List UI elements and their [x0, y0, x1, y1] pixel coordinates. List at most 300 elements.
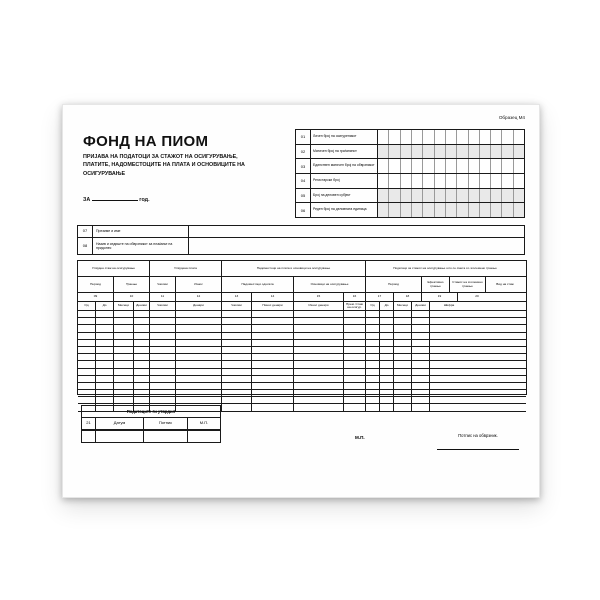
table-cell[interactable] [222, 311, 252, 317]
table-cell[interactable] [394, 390, 412, 396]
table-cell[interactable] [78, 361, 96, 367]
table-cell[interactable] [134, 354, 150, 360]
row-cells[interactable] [378, 145, 524, 159]
table-cell[interactable] [430, 340, 526, 346]
col-number: 13 [222, 293, 252, 301]
table-cell[interactable] [394, 397, 412, 403]
table-cell[interactable] [294, 347, 344, 353]
table-cell[interactable] [380, 311, 394, 317]
column-header-date: Датум [96, 418, 144, 429]
table-cell[interactable] [344, 325, 366, 331]
table-cell[interactable] [78, 390, 96, 396]
subheader: Период [366, 277, 422, 292]
unit-label: Од [366, 302, 380, 310]
table-cell[interactable] [344, 311, 366, 317]
table-cell[interactable] [96, 333, 114, 339]
table-cell[interactable] [344, 340, 366, 346]
table-cell[interactable] [252, 361, 294, 367]
table-row[interactable] [295, 188, 525, 203]
table-cell[interactable] [176, 361, 222, 367]
table-cell[interactable] [294, 325, 344, 331]
table-row[interactable] [78, 347, 526, 354]
table-cell[interactable] [430, 333, 526, 339]
col-number: 19 [422, 293, 458, 301]
table-row[interactable] [81, 430, 221, 443]
table-cell[interactable] [412, 333, 430, 339]
table-cell[interactable] [114, 383, 134, 389]
table-cell[interactable] [150, 390, 176, 396]
table-cell[interactable] [380, 354, 394, 360]
row-number: 03 [296, 159, 311, 173]
table-cell[interactable] [394, 383, 412, 389]
table-cell[interactable] [222, 333, 252, 339]
table-cell[interactable] [380, 397, 394, 403]
unit-label: Шифра [443, 303, 455, 308]
table-row[interactable] [78, 311, 526, 318]
table-cell[interactable] [96, 390, 114, 396]
name-employer-block [77, 225, 525, 255]
table-row[interactable] [295, 144, 525, 159]
table-cell[interactable] [96, 311, 114, 317]
page-title: ФОНД НА ПИОМ [83, 133, 209, 150]
table-cell[interactable] [344, 318, 366, 324]
table-cell[interactable] [150, 333, 176, 339]
table-cell[interactable] [366, 383, 380, 389]
table-cell[interactable] [134, 376, 150, 382]
table-cell[interactable] [134, 390, 150, 396]
table-cell[interactable] [366, 354, 380, 360]
table-row[interactable] [78, 390, 526, 397]
table-cell[interactable] [394, 354, 412, 360]
table-cell[interactable] [394, 333, 412, 339]
table-cell[interactable] [150, 311, 176, 317]
table-cell[interactable] [294, 404, 344, 410]
row-label: Матичен број на граѓанинот [311, 145, 378, 159]
table-cell[interactable] [78, 318, 96, 324]
table-cell[interactable] [252, 369, 294, 375]
table-cell[interactable] [412, 340, 430, 346]
table-cell[interactable] [78, 347, 96, 353]
table-cell[interactable] [366, 318, 380, 324]
table-cell[interactable] [430, 376, 526, 382]
row-input[interactable] [189, 226, 524, 237]
table-cell[interactable] [394, 404, 412, 410]
table-cell[interactable] [150, 354, 176, 360]
table-cell[interactable] [150, 318, 176, 324]
table-cell[interactable] [96, 361, 114, 367]
col-number: 18 [394, 293, 422, 301]
table-cell[interactable] [344, 354, 366, 360]
unit-label: Денови [412, 302, 430, 310]
group-header: Утврдена плата [150, 261, 222, 276]
table-cell[interactable] [134, 361, 150, 367]
table-cell[interactable] [114, 340, 134, 346]
table-cell[interactable] [176, 369, 222, 375]
table-cell[interactable] [150, 383, 176, 389]
table-cell[interactable] [344, 347, 366, 353]
table-row[interactable] [81, 417, 221, 430]
table-cell[interactable] [430, 318, 526, 324]
table-cell[interactable] [412, 325, 430, 331]
table-cell[interactable] [380, 369, 394, 375]
table-cell[interactable] [114, 361, 134, 367]
table-cell[interactable] [150, 325, 176, 331]
table-cell[interactable] [78, 383, 96, 389]
table-cell[interactable] [430, 361, 526, 367]
table-cell[interactable] [114, 333, 134, 339]
table-cell[interactable] [412, 383, 430, 389]
table-cell[interactable] [430, 390, 526, 396]
table-cell[interactable] [294, 318, 344, 324]
table-cell[interactable] [176, 397, 222, 403]
table-cell[interactable] [222, 340, 252, 346]
subheader: Основици на осигурување [294, 277, 366, 292]
table-cell[interactable] [176, 325, 222, 331]
subheader: Часови [150, 277, 176, 292]
signature-block [437, 433, 519, 451]
row-number: 04 [296, 174, 311, 188]
table-cell[interactable] [78, 354, 96, 360]
table-cell[interactable] [150, 347, 176, 353]
table-cell[interactable] [176, 340, 222, 346]
table-cell[interactable] [394, 311, 412, 317]
unit-label: Денари [176, 302, 222, 310]
unit-label: Денови [134, 302, 150, 310]
table-cell[interactable] [252, 397, 294, 403]
table-cell[interactable] [412, 318, 430, 324]
row-number: 08 [78, 238, 93, 254]
table-cell[interactable] [366, 397, 380, 403]
table-cell[interactable] [394, 318, 412, 324]
table-cell[interactable] [78, 325, 96, 331]
table-row[interactable] [295, 173, 525, 188]
table-cell[interactable] [294, 354, 344, 360]
table-cell[interactable] [150, 361, 176, 367]
table-cell[interactable] [366, 369, 380, 375]
table-body[interactable] [78, 311, 526, 412]
table-cell[interactable] [394, 376, 412, 382]
row-label: Личен број на осигуреникот [311, 130, 378, 144]
table-cell[interactable] [222, 376, 252, 382]
table-cell[interactable] [78, 340, 96, 346]
table-group-header-row [78, 261, 526, 277]
table-cell[interactable] [294, 369, 344, 375]
table-cell[interactable] [150, 340, 176, 346]
table-cell[interactable] [412, 376, 430, 382]
subheader: Траење [114, 277, 150, 292]
form-sheet [62, 104, 540, 498]
unit-label: Прем. Стаж на осигур. [344, 302, 366, 310]
table-row[interactable] [78, 325, 526, 332]
table-row[interactable] [77, 225, 525, 237]
table-cell[interactable] [252, 354, 294, 360]
table-cell[interactable] [366, 390, 380, 396]
table-cell[interactable] [114, 311, 134, 317]
col-number: 17 [366, 293, 394, 301]
table-cell[interactable] [380, 347, 394, 353]
table-row[interactable] [78, 354, 526, 361]
unit-label: Часови [150, 302, 176, 310]
signature-line[interactable] [437, 449, 519, 451]
table-cell[interactable] [394, 369, 412, 375]
table-cell[interactable] [344, 404, 366, 410]
table-cell[interactable] [78, 333, 96, 339]
table-cell[interactable] [430, 383, 526, 389]
table-cell[interactable] [344, 333, 366, 339]
table-subheader-row [78, 277, 526, 293]
row-number: 05 [296, 189, 311, 203]
table-cell[interactable] [222, 383, 252, 389]
table-cell[interactable] [366, 347, 380, 353]
table-cell[interactable] [294, 333, 344, 339]
table-cell[interactable] [366, 361, 380, 367]
table-cell[interactable] [176, 376, 222, 382]
table-cell[interactable] [114, 325, 134, 331]
table-cell[interactable] [252, 340, 294, 346]
table-cell[interactable] [294, 311, 344, 317]
row-input[interactable] [189, 238, 524, 254]
col-number: 16 [344, 293, 366, 301]
table-cell[interactable] [430, 354, 526, 360]
table-cell[interactable] [134, 311, 150, 317]
table-cell[interactable] [412, 311, 430, 317]
table-cell[interactable] [412, 404, 430, 410]
subheader: Надоместоци одшгата [222, 277, 294, 292]
table-cell[interactable] [114, 347, 134, 353]
row-cells[interactable] [378, 203, 524, 217]
table-cell[interactable] [294, 361, 344, 367]
table-cell[interactable] [294, 376, 344, 382]
table-cell[interactable] [78, 311, 96, 317]
year-suffix: год. [139, 197, 150, 203]
table-cell[interactable] [222, 354, 252, 360]
table-cell[interactable] [114, 369, 134, 375]
table-cell[interactable] [252, 383, 294, 389]
table-row[interactable] [78, 383, 526, 390]
table-cell[interactable] [380, 340, 394, 346]
table-cell[interactable] [114, 397, 134, 403]
table-cell[interactable] [344, 383, 366, 389]
table-cell[interactable] [252, 311, 294, 317]
year-line [83, 197, 150, 203]
table-cell[interactable] [366, 311, 380, 317]
group-header: Надоместоци на плата и основици на осигурување [222, 261, 366, 276]
table-cell[interactable] [252, 390, 294, 396]
table-cell[interactable] [96, 340, 114, 346]
unit-label: Од [78, 302, 96, 310]
table-cell[interactable] [412, 390, 430, 396]
table-cell[interactable] [134, 383, 150, 389]
table-cell[interactable] [380, 361, 394, 367]
subheader: Стажот на зголемено траење [450, 277, 486, 292]
table-cell[interactable] [134, 318, 150, 324]
table-cell[interactable] [96, 397, 114, 403]
table-cell[interactable] [134, 325, 150, 331]
unit-label: Часови [222, 302, 252, 310]
table-cell[interactable] [380, 376, 394, 382]
table-cell[interactable] [252, 333, 294, 339]
table-cell[interactable] [176, 333, 222, 339]
table-cell[interactable] [222, 390, 252, 396]
table-cell[interactable] [114, 318, 134, 324]
group-header: Податоци за стажот на осигурување што се смета со зголемено траење [393, 265, 497, 270]
table-cell[interactable] [176, 318, 222, 324]
table-cell[interactable] [294, 390, 344, 396]
table-cell[interactable] [222, 369, 252, 375]
row-cells[interactable] [378, 159, 524, 173]
row-label: Број на деловен субјект [311, 189, 378, 203]
table-cell[interactable] [150, 376, 176, 382]
table-row[interactable] [78, 333, 526, 340]
table-cell[interactable] [150, 397, 176, 403]
unit-label: До [380, 302, 394, 310]
table-cell[interactable] [412, 369, 430, 375]
table-cell[interactable] [96, 369, 114, 375]
table-cell[interactable] [222, 397, 252, 403]
table-cell[interactable] [96, 325, 114, 331]
table-cell[interactable] [252, 325, 294, 331]
table-cell[interactable] [412, 354, 430, 360]
table-cell[interactable] [222, 361, 252, 367]
table-row[interactable] [295, 158, 525, 173]
table-cell[interactable] [222, 404, 252, 410]
table-cell[interactable] [366, 340, 380, 346]
subheader: Износ [176, 277, 222, 292]
table-row[interactable] [78, 361, 526, 368]
table-cell[interactable] [412, 361, 430, 367]
table-row[interactable] [78, 340, 526, 347]
table-cell[interactable] [252, 376, 294, 382]
table-cell[interactable] [366, 376, 380, 382]
column-header-signature: Потпис [144, 418, 188, 429]
column-header-stamp: М.П. [199, 420, 209, 426]
row-label: Назив и седиште на обврзникот за плаќање на придонес [93, 238, 189, 254]
table-cell[interactable] [380, 383, 394, 389]
table-cell[interactable] [96, 318, 114, 324]
stamp-label: М.П. [355, 435, 365, 440]
table-cell[interactable] [222, 318, 252, 324]
identification-block [295, 129, 525, 211]
row-number: 06 [296, 203, 311, 217]
table-cell[interactable] [380, 325, 394, 331]
table-cell[interactable] [366, 404, 380, 410]
table-cell[interactable] [380, 404, 394, 410]
row-cells[interactable] [378, 189, 524, 203]
table-cell[interactable] [78, 376, 96, 382]
table-cell[interactable] [176, 390, 222, 396]
row-number: 07 [78, 226, 93, 237]
table-cell[interactable] [134, 333, 150, 339]
table-row[interactable] [295, 129, 525, 144]
table-row[interactable] [78, 376, 526, 383]
table-row[interactable] [78, 397, 526, 404]
row-number: 21 [82, 418, 96, 429]
table-row[interactable] [295, 202, 525, 218]
verification-header: Податоците ги утврдил [81, 405, 221, 417]
table-cell[interactable] [412, 347, 430, 353]
table-cell[interactable] [344, 397, 366, 403]
table-cell[interactable] [96, 383, 114, 389]
table-row[interactable] [77, 237, 525, 255]
table-cell[interactable] [134, 340, 150, 346]
table-cell[interactable] [394, 361, 412, 367]
table-row[interactable] [78, 318, 526, 325]
table-cell[interactable] [366, 333, 380, 339]
table-cell[interactable] [394, 340, 412, 346]
table-cell[interactable] [430, 397, 526, 403]
table-cell[interactable] [430, 311, 526, 317]
table-cell[interactable] [294, 340, 344, 346]
table-cell[interactable] [380, 333, 394, 339]
table-cell[interactable] [252, 404, 294, 410]
table-cell[interactable] [430, 369, 526, 375]
row-number: 01 [296, 130, 311, 144]
col-number: 10 [114, 293, 150, 301]
table-cell[interactable] [222, 325, 252, 331]
year-prefix: ЗА [83, 197, 91, 203]
table-cell[interactable] [344, 369, 366, 375]
table-cell[interactable] [430, 325, 526, 331]
table-cell[interactable] [96, 376, 114, 382]
table-cell[interactable] [430, 404, 526, 410]
table-cell[interactable] [394, 347, 412, 353]
table-cell[interactable] [114, 376, 134, 382]
table-cell[interactable] [366, 325, 380, 331]
table-cell[interactable] [176, 354, 222, 360]
table-cell[interactable] [430, 347, 526, 353]
table-cell[interactable] [412, 397, 430, 403]
table-cell[interactable] [222, 347, 252, 353]
table-units-row [78, 302, 526, 311]
table-cell[interactable] [294, 383, 344, 389]
table-cell[interactable] [176, 347, 222, 353]
table-cell[interactable] [150, 369, 176, 375]
table-row[interactable] [78, 369, 526, 376]
table-cell[interactable] [176, 311, 222, 317]
table-cell[interactable] [134, 397, 150, 403]
table-cell[interactable] [134, 347, 150, 353]
signature-label: Потпис на обврзник. [458, 433, 498, 438]
table-cell[interactable] [394, 325, 412, 331]
year-input[interactable] [92, 200, 138, 201]
col-number: 20 [475, 294, 479, 299]
table-cell[interactable] [96, 354, 114, 360]
table-cell[interactable] [114, 354, 134, 360]
table-cell[interactable] [344, 376, 366, 382]
table-cell[interactable] [294, 397, 344, 403]
table-cell[interactable] [252, 318, 294, 324]
table-cell[interactable] [96, 347, 114, 353]
col-number: 09 [78, 293, 114, 301]
table-cell[interactable] [344, 390, 366, 396]
subheader: Период [78, 277, 114, 292]
table-cell[interactable] [78, 397, 96, 403]
table-cell[interactable] [380, 318, 394, 324]
row-cells[interactable] [378, 130, 524, 144]
unit-label: Пинос денари [252, 302, 294, 310]
table-cell[interactable] [344, 361, 366, 367]
table-cell[interactable] [134, 369, 150, 375]
table-cell[interactable] [78, 369, 96, 375]
table-cell[interactable] [252, 347, 294, 353]
table-cell[interactable] [380, 390, 394, 396]
table-cell[interactable] [114, 390, 134, 396]
unit-label: Износ денари [294, 302, 344, 310]
col-number: 14 [252, 293, 294, 301]
table-cell[interactable] [176, 383, 222, 389]
row-cells[interactable] [378, 174, 524, 188]
group-header: Утврден стаж на осигурување [78, 261, 150, 276]
